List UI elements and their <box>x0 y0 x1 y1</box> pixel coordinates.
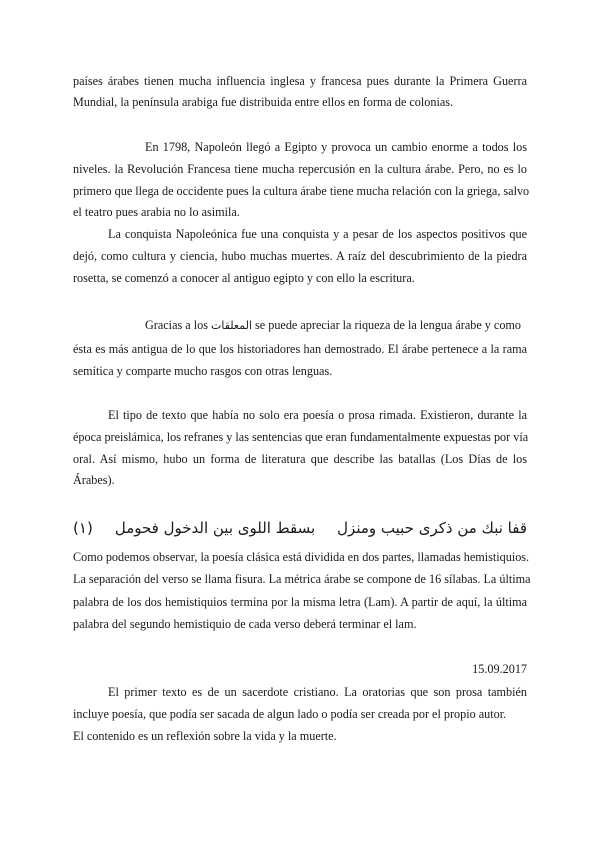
paragraph-6-line-3: palabra de los dos hemistiquios termina por la misma letra (Lam). A partir de aquí, la última <box>73 595 527 609</box>
paragraph-2-line-1: En 1798, Napoleón llegó a Egipto y provoca un cambio enorme a todos los <box>145 140 527 154</box>
entry-date: 15.09.2017 <box>472 662 527 676</box>
arabic-term-muallaqat: المعلقات <box>211 319 252 332</box>
paragraph-2-line-2: niveles. la Revolución Francesa tiene mucha repercusión en la cultura árabe. Pero, no es lo <box>73 162 527 176</box>
paragraph-6-line-4: palabra del segundo hemistiquio de cada verso deberá terminar el lam. <box>73 617 417 631</box>
arabic-verse <box>73 517 527 539</box>
paragraph-6-line-1: Como podemos observar, la poesía clásica está dividida en dos partes, llamadas hemistiquios. <box>73 550 530 564</box>
paragraph-5-line-4: Árabes). <box>73 473 115 487</box>
paragraph-5-line-3: oral. Así mismo, hubo un forma de literatura que describe las batallas (Los Días de los <box>73 452 527 466</box>
paragraph-4-line-3: semítica y comparte mucho rasgos con otras lenguas. <box>73 364 333 378</box>
paragraph-4-text-before: Gracias a los <box>145 318 208 332</box>
paragraph-4-line-1 <box>145 317 527 334</box>
paragraph-2-line-4: el teatro pues arabia no lo asimila. <box>73 205 240 219</box>
verse-footnote-marker: (١) <box>73 519 93 537</box>
paragraph-3-line-2: dejó, como cultura y ciencia, hubo muchas muertes. A raíz del descubrimiento de la piedra <box>73 249 527 263</box>
paragraph-1-line-2: Mundial, la península arabiga fue distribuida entre ellos en forma de colonias. <box>73 95 454 109</box>
paragraph-1-line-1: países árabes tienen mucha influencia inglesa y francesa pues durante la Primera Guerra <box>73 74 527 88</box>
paragraph-4-text-after: se puede apreciar la riqueza de la lengua árabe y como <box>255 318 521 332</box>
paragraph-6-line-2: La separación del verso se llama fisura. La métrica árabe se compone de 16 sílabas. La última <box>73 572 531 586</box>
paragraph-7-line-1: El primer texto es de un sacerdote cristiano. La oratorias que son prosa también <box>108 685 527 699</box>
paragraph-3-line-1: La conquista Napoleónica fue una conquista y a pesar de los aspectos positivos que <box>108 227 527 241</box>
paragraph-7-line-3: El contenido es un reflexión sobre la vida y la muerte. <box>73 729 337 743</box>
paragraph-3-line-3: rosetta, se comenzó a conocer al antiguo egipto y con ello la escritura. <box>73 271 415 285</box>
paragraph-5-line-2: época preislámica, los refranes y las sentencias que eran fundamentalmente expuestas por vía <box>73 430 529 444</box>
paragraph-7-line-2: incluye poesía, que podía ser sacada de algun lado o podía ser creada por el propio autor. <box>73 707 507 721</box>
paragraph-2-line-3: primero que llega de occidente pues la cultura árabe tiene mucha relación con la griega, salvo <box>73 184 530 198</box>
verse-hemistich-2: بسقط اللوى بين الدخول فحومل <box>114 519 316 537</box>
paragraph-4-line-2: ésta es más antigua de lo que los historiadores han demostrado. El árabe pertenece a la rama <box>73 342 527 356</box>
paragraph-5-line-1: El tipo de texto que había no solo era poesía o prosa rimada. Existieron, durante la <box>108 408 527 422</box>
verse-hemistich-1: قفا نبك من ذكرى حبيب ومنزل <box>337 519 527 537</box>
